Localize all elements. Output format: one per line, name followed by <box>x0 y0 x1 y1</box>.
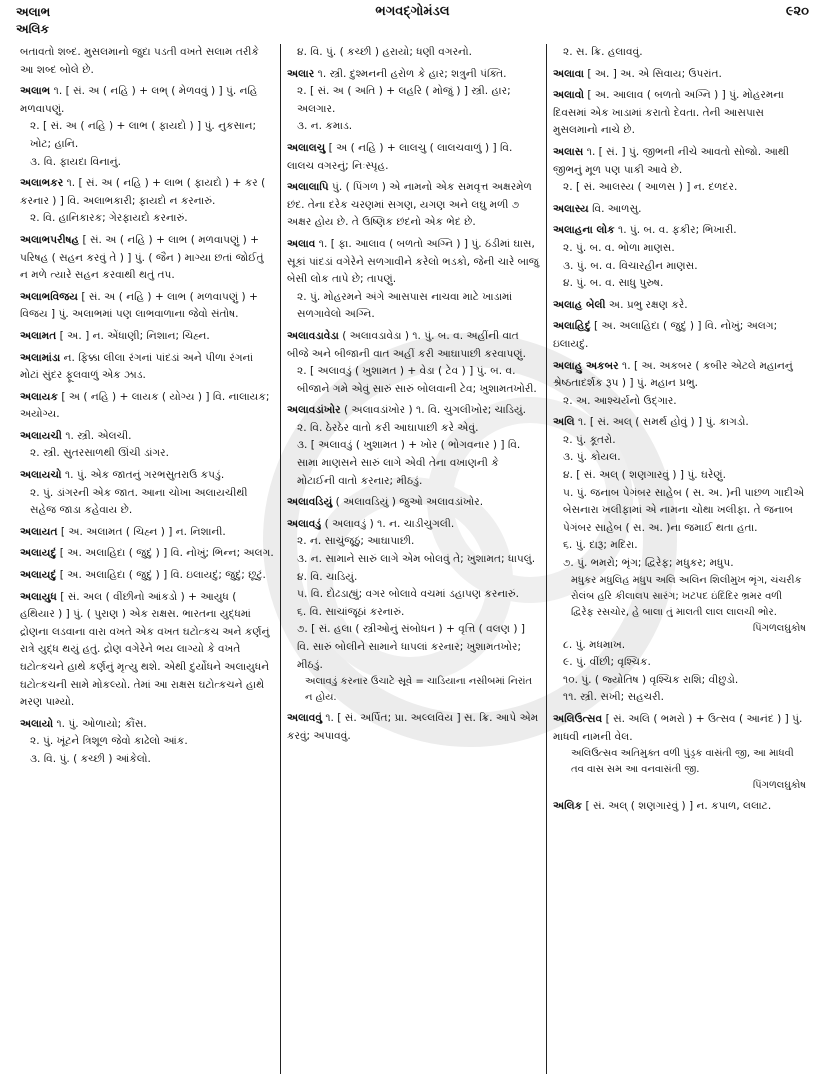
entry-sense: ૨. સ. ક્રિ. હલાવવું. <box>563 46 643 58</box>
entry-headword: અલાયક <box>20 390 58 403</box>
dictionary-entry <box>553 87 806 140</box>
entry-definition: બતાવતો શબ્દ. મુસલમાનો જુદા પડતી વખતે સલામ તરીકે આ શબ્દ બોલે છે. <box>20 46 259 76</box>
entry-definition: ( અલાવડિયું ) જુઓ અલાવડાંખોર. <box>335 496 484 509</box>
quotation-source: પિંગળલઘુકોષ <box>752 622 806 634</box>
entry-definition: ૧. [ અ. અકબર ( કબીર એટલે મહાનનું શ્રેષ્ઠતાદર્શક રૂપ ) ] પું. મહાન પ્રભુ. <box>553 359 793 390</box>
entry-definition: [ સં. અલ્ ( શણગારવું ) ] ન. કપાળ, લલાટ. <box>585 800 772 813</box>
entry-definition: [ અ ( નહિ ) + લાયક ( યોગ્ય ) ] વિ. નાલાયક; અયોગ્ય. <box>20 390 270 421</box>
entry-headword: અલાયુધ <box>20 590 57 603</box>
entry-headword: અલાવડું <box>287 517 322 530</box>
dictionary-entry <box>20 289 274 324</box>
entry-sense: ૨. અ. આશ્ચર્યનો ઉદ્ગાર. <box>563 394 677 407</box>
dictionary-entry <box>553 144 806 197</box>
entry-headword: અલાયો <box>20 717 54 730</box>
entry-headword: અલાવો <box>553 89 585 102</box>
entry-sense: ૨. પું. બ. વ. ભોળા માણસ. <box>563 241 675 254</box>
entry-sense: ૩. પું. કોયલ. <box>563 451 621 464</box>
entry-sense: ૪. [ સં. અલ્ ( શણગારવું ) ] પું. ઘરેણું. <box>563 469 726 482</box>
entry-headword: અલાહના લોક <box>553 224 615 237</box>
dictionary-entry <box>20 428 274 463</box>
entry-headword: અલાહિદું <box>553 320 591 333</box>
dictionary-entry <box>20 589 274 712</box>
entry-headword: અલાસ <box>553 145 584 158</box>
dictionary-entry <box>20 83 274 171</box>
entry-headword: અલાયચી <box>20 429 62 442</box>
entry-sense: ૩. ન. સામાને સારું લાગે એમ બોલવું તે; ખુશામત; ધાપલું. <box>297 553 536 566</box>
entry-definition: [ અ. અલામત ( ચિહ્ન ) ] ન. નિશાની. <box>60 525 226 538</box>
entry-headword: અલાહ બેલી <box>553 298 606 311</box>
dictionary-entry <box>20 232 274 285</box>
entry-sense: ૩. [ અલાવડું ( ખુશામત ) + ખોર ( ભોગવનાર ) ] વિ. સામા માણસને સારું લાગે એવી તેના વખાણની કે મોટાઈની વાતો કરનાર; મીઠડું. <box>297 439 521 487</box>
entry-definition: [ અ. અલાહિદા ( જુદું ) ] વિ. નોખું; ભિન્ન; અલગ. <box>59 547 274 560</box>
entry-sense: ૭. પું. ભમરો; ભૃંગ; દ્વિરેફ; મધુકર; મધુપ. <box>563 557 734 570</box>
entry-definition: [ સં. અ ( નહિ ) + લાભ ( મળવાપણું ) + વિજય ] પું. અલાભમાં પણ લાભવાળાના જેવો સંતોષ. <box>20 290 258 321</box>
dictionary-entry <box>553 297 806 315</box>
dictionary-entry <box>287 140 540 175</box>
page-number: ૯૨૦ <box>785 4 809 19</box>
entry-sense: ૬. પું. દારૂ; મદિરા. <box>563 539 638 552</box>
entry-sense: ૭. [ સં. હલા ( સ્ત્રીઓનું સંબોધન ) + વૃત્તિ ( વલણ ) ] વિ. સારું બોલીને સામાને ધાપલાં કરનાર; ખુશામતખોર; મીઠડું. <box>297 623 526 671</box>
entry-headword: અલાર <box>287 67 315 80</box>
entry-sense: ૨. વિ. ઠેરઠેર વાતો કરી આઘાપાછી કરે એવું. <box>297 421 479 434</box>
entry-sense: ૮. પું. મધમાખ. <box>563 638 626 651</box>
entry-sense: ૧૧. સ્ત્રી. સખી; સહચરી. <box>563 691 665 704</box>
page-header <box>0 0 825 44</box>
entry-definition: વિ. આળસુ. <box>592 202 642 215</box>
dictionary-entry <box>20 328 274 346</box>
entry-definition: ૧. [ સં. અર્પિત; પ્રા. અલ્લવિય ] સ. ક્રિ. આપે એમ કરવું; અપાવવું. <box>287 712 539 742</box>
entry-headword: અલાભવિજય <box>20 290 78 303</box>
entry-headword: અલાવડાવેડા <box>287 329 339 342</box>
entry-definition: [ સં. અલિ ( ભમરો ) + ઉત્સવ ( આનંદ ) ] પું. માધવી નામની વેલ. <box>553 713 803 743</box>
entry-sense: ૨. પું. ડાંગરની એક જાત. આના ચોખા અલાયચીથી સહેજ જાડા કહેવાય છે. <box>30 486 248 517</box>
entry-sense: ૨. સ્ત્રી. સુતરસાળથી ઊંચી ડાંગર. <box>30 447 170 460</box>
dictionary-entry <box>20 467 274 520</box>
dictionary-entry <box>287 179 540 232</box>
dictionary-entry <box>553 44 806 62</box>
entry-headword: અલાયદું <box>20 569 57 582</box>
entry-definition: ( અલાવડાવેડા ) ૧. પું. બ. વ. અહીંની વાત બીજે અને બીજાની વાત અહીં કરી આઘાપાછી કરવાપણું. <box>287 329 527 360</box>
entry-quotation: મધુકર મધુલિહ મધુપ અલિ અલિન શિલીમુખ ભૃંગ, ચંચરીક રોલંબ હરિ કીલાલપ સારંગ; ખટપદ ઇંદિંદિર ભ્રમર વળી દ્વિરેફ રસચોર, હે બાલા તું માલતી લાલ લાલચી ભોર. <box>571 574 802 618</box>
entry-headword: અલાયચો <box>20 469 62 482</box>
dictionary-entry <box>287 710 540 745</box>
entry-definition: ૧. પું. ઓળાયો; કૌંસ. <box>56 717 147 730</box>
entry-definition: ૧. [ ફા. આલાવ ( બળતો અગ્નિ ) ] પું. ઠંડીમાં ઘાસ, સૂકાં પાંદડાં વગેરેને સળગાવીને કરેલો ભડકો, જેની ચારે બાજુ બેસી લોક તાપે છે; તાપણું. <box>287 237 539 286</box>
dictionary-entry <box>20 716 274 769</box>
entry-headword: અલાહુ અકબર <box>553 359 619 372</box>
entry-definition: ૧. સ્ત્રી. એલચી. <box>65 429 132 442</box>
entry-sense: ૩. ન. કમાડ. <box>297 120 353 133</box>
entry-definition: [ અ. અલાહિદા ( જુદું ) ] વિ. ઇલાયદું; જુદું; છૂટું. <box>59 569 266 582</box>
dictionary-entry <box>553 414 806 707</box>
entry-headword: અલાસ્ય <box>553 202 589 215</box>
entry-sense: ૧૦. પું. ( જ્યોતિષ ) વૃશ્ચિક રાશિ; વીછુડો. <box>563 673 739 686</box>
entry-headword: અલાવ <box>287 237 316 250</box>
entry-sense: ૨. [ અલાવડું ( ખુશામત ) + વેડા ( ટેવ ) ] પું. બ. વ. બીજાને ગમે એવું સારું સારું બોલવાની ટેવ; ખુશામતખોરી. <box>297 365 537 395</box>
dictionary-entry <box>20 44 274 79</box>
entry-definition: [ અ. ] અ. એ સિવાય; ઉપરાંત. <box>587 67 722 80</box>
dictionary-entry <box>287 66 540 136</box>
entry-definition: [ સં. અ ( નહિ ) + લાભ ( મળવાપણું ) + પરિષહ ( સહન કરવું તે ) ] પું. ( જૈન ) માગ્યા છતાં જોઈતું ન મળે ત્યારે સહન કરવાથી થતું તપ. <box>20 233 264 282</box>
entry-definition: ૧. [ સં. અલ્ ( સમર્થ હોવું ) ] પું. કાગડો. <box>577 416 749 429</box>
dictionary-entry <box>287 44 540 62</box>
entry-headword: અલિક <box>553 800 583 813</box>
dictionary-entry <box>553 358 806 411</box>
entry-headword: અલાયત <box>20 525 58 538</box>
quotation-source: પિંગળલઘુકોષ <box>752 780 806 792</box>
dictionary-entry <box>287 516 540 706</box>
entry-sense: ૯. પું. વીંછી; વૃશ્ચિક. <box>563 656 651 669</box>
column-3 <box>546 44 812 1074</box>
entry-headword: અલાવડાંખોર <box>287 404 341 417</box>
guide-word-first: અલાભ <box>16 5 51 19</box>
entry-headword: અલાલાપિ <box>287 181 329 194</box>
entry-definition: [ અ ( નહિ ) + લાલચુ ( લાલચવાળું ) ] વિ. લાલચ વગરનું; નિઃસ્પૃહ. <box>287 141 513 172</box>
entry-sense: ૨. [ સં. આલસ્ય ( આળસ ) ] ન. દળદર. <box>563 181 738 194</box>
entry-sense: ૨. પું. મોહરમને અંગે આસપાસ નાચવા માટે ખાડામાં સળગાવેલો અગ્નિ. <box>297 290 513 321</box>
entry-sense: ૨. વિ. હાનિકારક; ગેરફાયદો કરનારું. <box>30 212 188 225</box>
dictionary-entry <box>287 236 540 324</box>
entry-definition: ૧. [ સં. અ ( નહિ ) + લભ્ ( મેળવવું ) ] પું. નહિ મળવાપણું. <box>20 85 258 115</box>
entry-sense: ૪. પું. બ. વ. સાધુ પુરુષ. <box>563 277 664 290</box>
entry-headword: અલાભપરીષહ <box>20 233 80 246</box>
dictionary-entry <box>20 389 274 424</box>
dictionary-entry <box>287 402 540 490</box>
dictionary-entry <box>553 711 806 794</box>
entry-definition: [ અ. અલાહિદા ( જુદું ) ] વિ. નોખું; અલગ; ઇલાયદું. <box>553 320 778 350</box>
entry-definition: ૧. પું. બ. વ. ફકીર; ભિખારી. <box>618 224 737 237</box>
entry-definition: ન. ફિક્કા લીલા રંગનાં પાંદડાં અને પીળા રંગનાં મોટાં સુંદર ફૂલવાળું એક ઝાડ. <box>20 351 254 382</box>
entry-headword: અલાભ <box>20 85 51 98</box>
entry-quotation: અલિઉત્સવ અતિમુક્ત વળી પુંડ્રક વાસંતી જી, આ માધવી તવ વાસ સમ આ વનવાસંતી જી. <box>571 748 794 776</box>
entry-sense: ૩. વિ. ફાયદા વિનાનું. <box>30 155 121 168</box>
entry-headword: અલિઉત્સવ <box>553 713 603 725</box>
dictionary-entry <box>20 567 274 585</box>
entry-definition: ૧. [ સં. ] પું. જીભની નીચે આવતો સોજો. આથી જીભનું મૂળ પણ પાકી આવે છે. <box>553 145 790 176</box>
entry-definition: [ અ. ] ન. એંધાણી; નિશાન; ચિહ્ન. <box>59 329 210 342</box>
entry-sense: ૩. પું. બ. વ. વિચારહીન માણસ. <box>563 259 698 272</box>
entry-headword: અલિ <box>553 416 575 429</box>
entry-definition: ૧. પું. એક જાતનું ગરભસુતરાઉ કપડું. <box>64 469 225 482</box>
entry-sense: ૨. ન. સાચુંજૂઠું; આઘાપાછી. <box>297 535 415 548</box>
guide-word-last: અલિક <box>16 22 49 36</box>
page-title: ભગવદ્ગોમંડલ <box>375 4 450 19</box>
entry-definition: [ અ. આલાવ ( બળતો અગ્નિ ) ] પું. મોહરમના દિવસમાં એક ખાડામાં કરાતો દેવતા. તેની આસપાસ મુસલમાનો નાચે છે. <box>553 89 784 137</box>
dictionary-entry <box>20 524 274 542</box>
dictionary-entry <box>553 222 806 292</box>
dictionary-entry <box>20 545 274 563</box>
entry-sense: ૨. પું. ખૂંટને ત્રિશૂળ જેવો કાઢેલો આંક. <box>30 735 188 748</box>
entry-headword: અલામત <box>20 329 57 342</box>
entry-sense: ૨. [ સં. અ ( અતિ ) + લહરિ ( મોજું ) ] સ્ત્રી. હાર; અલગાર. <box>297 85 511 115</box>
entry-headword: અલાવવું <box>287 712 322 725</box>
entry-headword: અલાલચુ <box>287 141 326 154</box>
entry-definition: ( અલાવડાંખોર ) ૧. વિ. ચુગલીખોર; ચાડિયું. <box>344 404 527 417</box>
entry-sense: ૫. વિ. દોઢડાહ્યું; વગર બોલાવે વચમાં ડહાપણ કરનારું. <box>297 588 519 601</box>
entry-quotation: અલાવડું કરનાર ઉચાટે સૂવે = ચાડિયાના નસીબમાં નિરાંત ન હોય. <box>305 676 533 704</box>
entry-sense: ૪. વિ. ચાડિયું. <box>297 570 358 583</box>
column-2 <box>280 44 546 1074</box>
dictionary-columns <box>14 44 814 1074</box>
dictionary-entry <box>553 798 806 816</box>
entry-sense: ૫. પું. જનાબ પેગંબર સાહેબ ( સ. અ. )ની પાછળ ગાદીએ બેસનારા ખલીફામાં એ નામના ચોથા ખલીફા. તે જનાબ પેગંબર સાહેબ ( સ. અ. )ના જમાઈ થતા હતા. <box>563 486 805 534</box>
entry-headword: અલાવડિયું <box>287 496 333 509</box>
entry-definition: અ. પ્રભુ રક્ષણ કરે. <box>608 298 688 311</box>
entry-sense: ૩. વિ. પું. ( કચ્છી ) આંકેલો. <box>30 752 151 765</box>
entry-sense: ૨. [ સં. અ ( નહિ ) + લાભ ( ફાયદો ) ] પું. નુકસાન; ખોટ; હાનિ. <box>30 120 257 150</box>
entry-definition: [ સં. અલ ( વીંછીનો આંકડો ) + આયુધ ( હથિયાર ) ] પું. ( પુરાણ ) એક રાક્ષસ. ભારતના યુદ્ધમાં દ્રોણના લડવાના વારા વખતે એક વખત ઘટોત્કચ અને કર્ણનું રાત્રે યુદ્ધ થયું હતું. દ્રોણ વગેરેને ભય લાગ્યો કે વખતે ઘટોત્કચને હાથે કર્ણનું મૃત્યુ થશે. એથી દુર્યોધને અલાયુધને ઘટોત્કચની સામે મોકલ્યો. તેમાં આ રાક્ષસ ઘટોત્કચને હાથે મરણ પામ્યો. <box>20 590 270 709</box>
dictionary-entry <box>553 66 806 84</box>
dictionary-entry <box>287 328 540 398</box>
dictionary-entry <box>287 494 540 512</box>
dictionary-entry <box>553 201 806 219</box>
entry-headword: અલામાંડા <box>20 351 61 364</box>
entry-definition: ( અલાવડું ) ૧. ન. ચાડીચુગલી. <box>324 517 455 530</box>
entry-headword: અલાયદું <box>20 547 57 560</box>
dictionary-entry <box>20 350 274 385</box>
entry-sense: ૬. વિ. સાચાંજૂઠાં કરનારું. <box>297 605 405 618</box>
entry-definition: ૧. [ સં. અ ( નહિ ) + લાભ ( ફાયદો ) + કર ( કરનાર ) ] વિ. અલાભકારી; ફાયદો ન કરનારું. <box>20 177 266 207</box>
entry-definition: ૧. સ્ત્રી. દુશ્મનની હરોળ કે હાર; શત્રુની પંક્તિ. <box>317 67 507 80</box>
entry-headword: અલાભકર <box>20 177 64 190</box>
entry-definition: પું. ( પિંગળ ) એ નામનો એક સમવૃત્ત અક્ષરમેળ છંદ. તેના દરેક ચરણમાં સગણ, યગણ અને લઘુ મળી ૭ અક્ષર હોય છે. તે ઉષ્ણિક છંદનો એક ભેદ છે. <box>287 181 532 229</box>
dictionary-entry <box>553 318 806 353</box>
entry-sense: ૪. વિ. પું. ( કચ્છી ) હરાયો; ધણી વગરનો. <box>297 46 472 58</box>
dictionary-entry <box>20 175 274 228</box>
column-1 <box>14 44 280 1074</box>
entry-headword: અલાવા <box>553 67 584 80</box>
entry-sense: ૨. પું. કૂતરો. <box>563 433 616 446</box>
